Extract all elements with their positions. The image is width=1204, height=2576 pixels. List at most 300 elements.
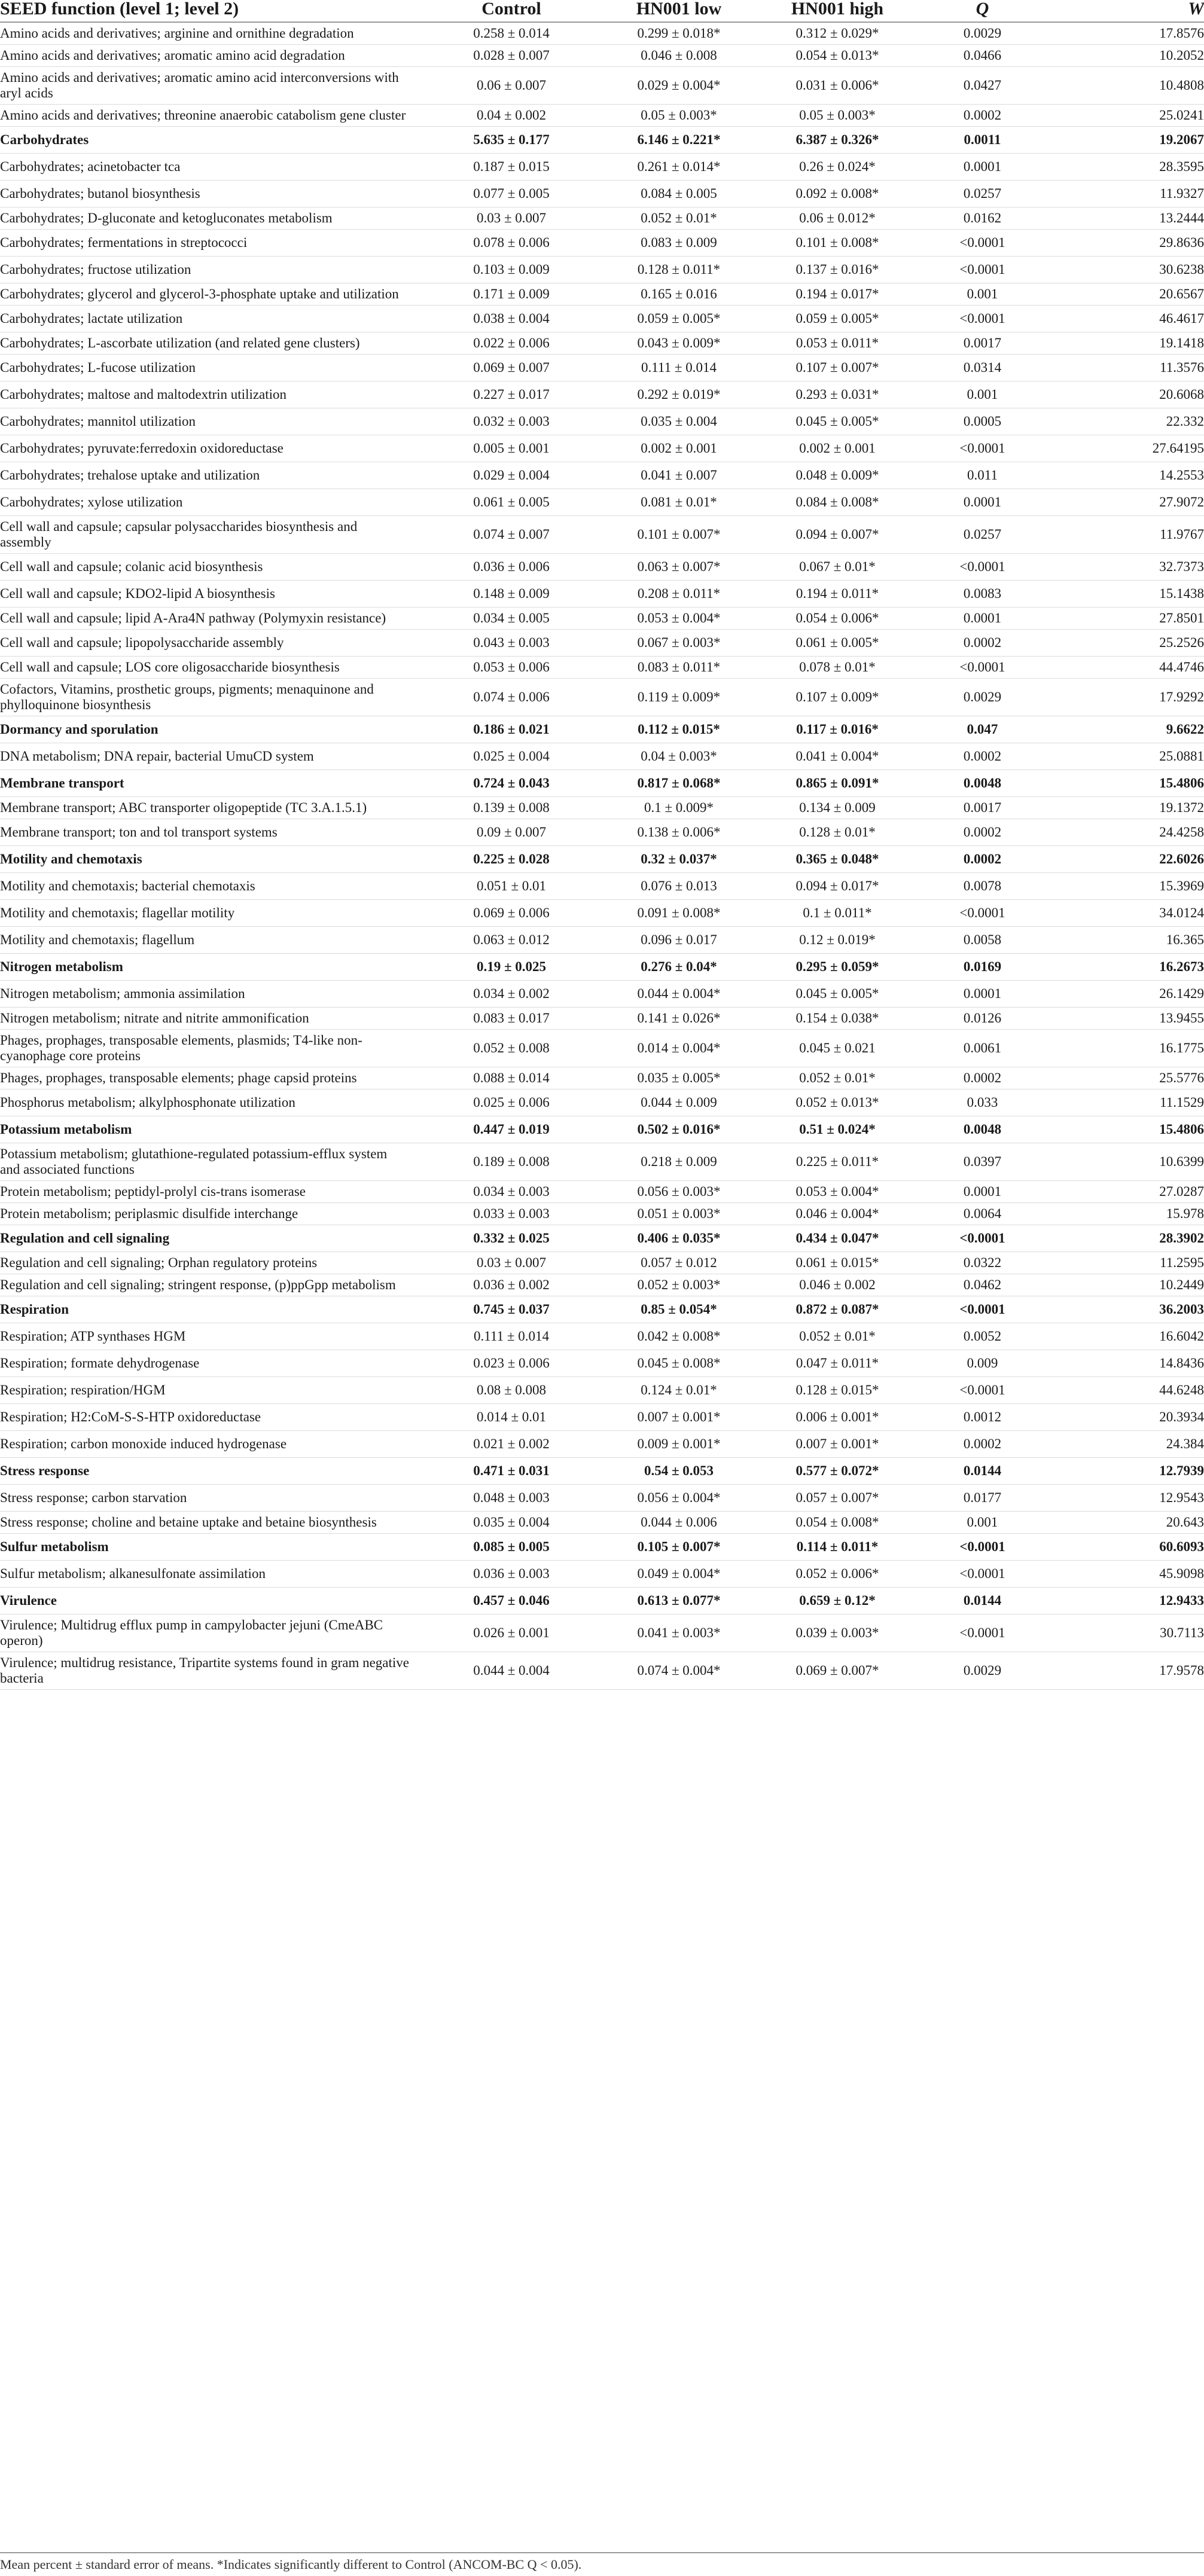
cell-function: Protein metabolism; peptidyl-prolyl cis-trans isomerase	[0, 1181, 422, 1203]
cell-hn001-high: 0.084 ± 0.008*	[757, 489, 918, 516]
cell-control: 0.724 ± 0.043	[422, 770, 601, 797]
cell-function: Carbohydrates; trehalose uptake and utilization	[0, 462, 422, 489]
cell-control: 0.069 ± 0.006	[422, 900, 601, 927]
cell-function: Potassium metabolism	[0, 1116, 422, 1143]
cell-control: 0.085 ± 0.005	[422, 1534, 601, 1561]
cell-control: 0.04 ± 0.002	[422, 105, 601, 127]
cell-hn001-low: 0.056 ± 0.003*	[601, 1181, 757, 1203]
cell-hn001-low: 0.053 ± 0.004*	[601, 608, 757, 630]
cell-q: 0.0322	[918, 1252, 1047, 1274]
cell-q: <0.0001	[918, 900, 1047, 927]
cell-hn001-high: 0.659 ± 0.12*	[757, 1588, 918, 1614]
cell-q: 0.0005	[918, 408, 1047, 435]
table-row	[0, 1614, 1204, 1652]
cell-hn001-low: 0.059 ± 0.005*	[601, 306, 757, 332]
cell-hn001-high: 0.137 ± 0.016*	[757, 257, 918, 283]
cell-w: 27.64195	[1047, 435, 1204, 462]
cell-hn001-high: 0.052 ± 0.01*	[757, 1067, 918, 1089]
cell-hn001-high: 0.865 ± 0.091*	[757, 770, 918, 797]
cell-q: <0.0001	[918, 657, 1047, 679]
cell-control: 0.06 ± 0.007	[422, 67, 601, 105]
cell-control: 0.258 ± 0.014	[422, 22, 601, 45]
cell-control: 0.026 ± 0.001	[422, 1614, 601, 1652]
cell-hn001-low: 0.084 ± 0.005	[601, 181, 757, 207]
cell-hn001-high: 0.002 ± 0.001	[757, 435, 918, 462]
cell-hn001-low: 0.817 ± 0.068*	[601, 770, 757, 797]
cell-control: 0.077 ± 0.005	[422, 181, 601, 207]
cell-hn001-low: 0.124 ± 0.01*	[601, 1377, 757, 1404]
cell-hn001-low: 0.04 ± 0.003*	[601, 743, 757, 770]
table-row	[0, 657, 1204, 679]
cell-q: 0.0078	[918, 873, 1047, 900]
header-hn001-high: HN001 high	[757, 0, 918, 22]
cell-function: Amino acids and derivatives; aromatic amino acid interconversions with aryl acids	[0, 67, 422, 105]
cell-function: Carbohydrates; lactate utilization	[0, 306, 422, 332]
cell-q: 0.0017	[918, 797, 1047, 819]
cell-w: 9.6622	[1047, 716, 1204, 743]
cell-w: 13.2444	[1047, 207, 1204, 230]
cell-hn001-low: 0.083 ± 0.011*	[601, 657, 757, 679]
cell-q: 0.0083	[918, 581, 1047, 608]
table-row	[0, 1534, 1204, 1561]
cell-q: 0.033	[918, 1089, 1047, 1116]
table-row	[0, 1089, 1204, 1116]
cell-hn001-high: 0.053 ± 0.004*	[757, 1181, 918, 1203]
cell-hn001-high: 0.114 ± 0.011*	[757, 1534, 918, 1561]
cell-q: <0.0001	[918, 1561, 1047, 1588]
cell-function: Carbohydrates; pyruvate:ferredoxin oxidoreductase	[0, 435, 422, 462]
cell-function: Amino acids and derivatives; threonine anaerobic catabolism gene cluster	[0, 105, 422, 127]
table-row	[0, 1485, 1204, 1512]
cell-hn001-low: 0.035 ± 0.005*	[601, 1067, 757, 1089]
cell-hn001-low: 0.292 ± 0.019*	[601, 381, 757, 408]
cell-control: 0.036 ± 0.002	[422, 1274, 601, 1296]
cell-function: Nitrogen metabolism; nitrate and nitrite ammonification	[0, 1008, 422, 1030]
cell-function: Carbohydrates	[0, 127, 422, 154]
cell-q: 0.0011	[918, 127, 1047, 154]
cell-hn001-high: 0.295 ± 0.059*	[757, 954, 918, 981]
cell-function: Cofactors, Vitamins, prosthetic groups, pigments; menaquinone and phylloquinone biosynthesis	[0, 679, 422, 716]
cell-w: 16.365	[1047, 927, 1204, 954]
cell-control: 0.171 ± 0.009	[422, 283, 601, 306]
cell-hn001-high: 0.048 ± 0.009*	[757, 462, 918, 489]
cell-hn001-low: 0.009 ± 0.001*	[601, 1431, 757, 1458]
cell-q: 0.0466	[918, 45, 1047, 67]
cell-hn001-high: 0.052 ± 0.01*	[757, 1323, 918, 1350]
cell-hn001-high: 0.078 ± 0.01*	[757, 657, 918, 679]
cell-q: <0.0001	[918, 1296, 1047, 1323]
cell-hn001-low: 0.056 ± 0.004*	[601, 1485, 757, 1512]
cell-function: Amino acids and derivatives; arginine and ornithine degradation	[0, 22, 422, 45]
cell-hn001-high: 0.117 ± 0.016*	[757, 716, 918, 743]
cell-hn001-low: 0.85 ± 0.054*	[601, 1296, 757, 1323]
cell-hn001-low: 0.128 ± 0.011*	[601, 257, 757, 283]
cell-hn001-high: 0.045 ± 0.021	[757, 1030, 918, 1067]
table-row	[0, 1067, 1204, 1089]
cell-function: Regulation and cell signaling; Orphan regulatory proteins	[0, 1252, 422, 1274]
cell-hn001-low: 0.083 ± 0.009	[601, 230, 757, 257]
table-row	[0, 1350, 1204, 1377]
table-body	[0, 22, 1204, 1690]
cell-function: Carbohydrates; acinetobacter tca	[0, 154, 422, 181]
cell-q: 0.0427	[918, 67, 1047, 105]
cell-hn001-high: 0.059 ± 0.005*	[757, 306, 918, 332]
cell-q: <0.0001	[918, 1614, 1047, 1652]
cell-control: 0.044 ± 0.004	[422, 1652, 601, 1690]
cell-q: 0.0048	[918, 1116, 1047, 1143]
cell-hn001-low: 0.613 ± 0.077*	[601, 1588, 757, 1614]
cell-function: Cell wall and capsule; KDO2-lipid A biosynthesis	[0, 581, 422, 608]
cell-control: 0.332 ± 0.025	[422, 1225, 601, 1252]
cell-w: 15.978	[1047, 1203, 1204, 1225]
cell-hn001-low: 0.261 ± 0.014*	[601, 154, 757, 181]
cell-w: 10.2052	[1047, 45, 1204, 67]
cell-control: 0.051 ± 0.01	[422, 873, 601, 900]
cell-hn001-low: 0.057 ± 0.012	[601, 1252, 757, 1274]
cell-hn001-high: 0.046 ± 0.002	[757, 1274, 918, 1296]
cell-hn001-high: 0.26 ± 0.024*	[757, 154, 918, 181]
cell-w: 10.4808	[1047, 67, 1204, 105]
table-row	[0, 283, 1204, 306]
cell-q: 0.0144	[918, 1458, 1047, 1485]
table-row	[0, 1203, 1204, 1225]
cell-hn001-high: 0.061 ± 0.015*	[757, 1252, 918, 1274]
cell-hn001-high: 0.194 ± 0.017*	[757, 283, 918, 306]
cell-w: 27.8501	[1047, 608, 1204, 630]
cell-w: 44.6248	[1047, 1377, 1204, 1404]
cell-w: 25.5776	[1047, 1067, 1204, 1089]
cell-control: 0.053 ± 0.006	[422, 657, 601, 679]
cell-w: 11.2595	[1047, 1252, 1204, 1274]
cell-hn001-high: 0.052 ± 0.013*	[757, 1089, 918, 1116]
cell-q: 0.0029	[918, 22, 1047, 45]
cell-function: Protein metabolism; periplasmic disulfide interchange	[0, 1203, 422, 1225]
cell-control: 0.023 ± 0.006	[422, 1350, 601, 1377]
cell-hn001-high: 0.067 ± 0.01*	[757, 554, 918, 581]
cell-w: 20.6567	[1047, 283, 1204, 306]
cell-q: 0.001	[918, 283, 1047, 306]
cell-q: 0.0001	[918, 981, 1047, 1008]
table-row	[0, 770, 1204, 797]
cell-q: <0.0001	[918, 230, 1047, 257]
cell-hn001-high: 0.872 ± 0.087*	[757, 1296, 918, 1323]
cell-hn001-low: 0.044 ± 0.006	[601, 1512, 757, 1534]
table-row	[0, 981, 1204, 1008]
cell-function: Motility and chemotaxis; bacterial chemotaxis	[0, 873, 422, 900]
cell-hn001-low: 0.042 ± 0.008*	[601, 1323, 757, 1350]
cell-hn001-low: 0.502 ± 0.016*	[601, 1116, 757, 1143]
cell-function: Nitrogen metabolism; ammonia assimilation	[0, 981, 422, 1008]
cell-function: Regulation and cell signaling; stringent response, (p)ppGpp metabolism	[0, 1274, 422, 1296]
cell-hn001-high: 0.434 ± 0.047*	[757, 1225, 918, 1252]
table-row	[0, 954, 1204, 981]
cell-control: 0.471 ± 0.031	[422, 1458, 601, 1485]
cell-control: 0.447 ± 0.019	[422, 1116, 601, 1143]
table-row	[0, 1143, 1204, 1181]
cell-w: 19.1372	[1047, 797, 1204, 819]
cell-w: 25.2526	[1047, 630, 1204, 657]
cell-hn001-high: 0.054 ± 0.008*	[757, 1512, 918, 1534]
cell-control: 0.088 ± 0.014	[422, 1067, 601, 1089]
table-row	[0, 630, 1204, 657]
cell-w: 10.2449	[1047, 1274, 1204, 1296]
table-row	[0, 927, 1204, 954]
cell-control: 0.189 ± 0.008	[422, 1143, 601, 1181]
cell-hn001-low: 0.406 ± 0.035*	[601, 1225, 757, 1252]
table-row	[0, 489, 1204, 516]
cell-function: Sulfur metabolism	[0, 1534, 422, 1561]
cell-control: 0.186 ± 0.021	[422, 716, 601, 743]
table-row	[0, 1116, 1204, 1143]
cell-function: Respiration; respiration/HGM	[0, 1377, 422, 1404]
table-row	[0, 257, 1204, 283]
cell-hn001-low: 0.063 ± 0.007*	[601, 554, 757, 581]
cell-control: 0.225 ± 0.028	[422, 846, 601, 873]
cell-q: 0.0052	[918, 1323, 1047, 1350]
table-row	[0, 716, 1204, 743]
cell-function: Virulence; multidrug resistance, Tripartite systems found in gram negative bacteria	[0, 1652, 422, 1690]
cell-hn001-low: 0.32 ± 0.037*	[601, 846, 757, 873]
cell-w: 28.3902	[1047, 1225, 1204, 1252]
cell-control: 0.036 ± 0.006	[422, 554, 601, 581]
cell-w: 15.3969	[1047, 873, 1204, 900]
cell-w: 32.7373	[1047, 554, 1204, 581]
cell-hn001-low: 0.007 ± 0.001*	[601, 1404, 757, 1431]
cell-w: 17.9292	[1047, 679, 1204, 716]
cell-control: 0.052 ± 0.008	[422, 1030, 601, 1067]
cell-hn001-high: 0.039 ± 0.003*	[757, 1614, 918, 1652]
cell-hn001-high: 0.293 ± 0.031*	[757, 381, 918, 408]
cell-hn001-high: 0.041 ± 0.004*	[757, 743, 918, 770]
cell-hn001-low: 0.101 ± 0.007*	[601, 516, 757, 554]
table-row	[0, 1512, 1204, 1534]
cell-control: 0.025 ± 0.004	[422, 743, 601, 770]
cell-control: 0.036 ± 0.003	[422, 1561, 601, 1588]
table-row	[0, 1323, 1204, 1350]
cell-w: 44.4746	[1047, 657, 1204, 679]
cell-function: Motility and chemotaxis; flagellar motility	[0, 900, 422, 927]
cell-w: 20.6068	[1047, 381, 1204, 408]
cell-control: 0.063 ± 0.012	[422, 927, 601, 954]
cell-q: 0.0048	[918, 770, 1047, 797]
cell-control: 0.745 ± 0.037	[422, 1296, 601, 1323]
cell-hn001-low: 0.299 ± 0.018*	[601, 22, 757, 45]
header-seed-function: SEED function (level 1; level 2)	[0, 0, 422, 22]
cell-hn001-low: 0.1 ± 0.009*	[601, 797, 757, 819]
cell-function: Cell wall and capsule; capsular polysaccharides biosynthesis and assembly	[0, 516, 422, 554]
cell-hn001-low: 0.111 ± 0.014	[601, 355, 757, 381]
cell-control: 0.034 ± 0.005	[422, 608, 601, 630]
cell-w: 20.643	[1047, 1512, 1204, 1534]
cell-hn001-low: 0.096 ± 0.017	[601, 927, 757, 954]
cell-function: Carbohydrates; L-fucose utilization	[0, 355, 422, 381]
cell-w: 16.6042	[1047, 1323, 1204, 1350]
cell-hn001-high: 0.092 ± 0.008*	[757, 181, 918, 207]
header-q: Q	[918, 0, 1047, 22]
cell-control: 0.19 ± 0.025	[422, 954, 601, 981]
cell-w: 15.4806	[1047, 770, 1204, 797]
cell-control: 0.187 ± 0.015	[422, 154, 601, 181]
header-row	[0, 0, 1204, 22]
cell-q: 0.0002	[918, 105, 1047, 127]
cell-q: 0.0177	[918, 1485, 1047, 1512]
table-row	[0, 181, 1204, 207]
cell-hn001-high: 0.12 ± 0.019*	[757, 927, 918, 954]
cell-w: 14.8436	[1047, 1350, 1204, 1377]
cell-hn001-low: 0.051 ± 0.003*	[601, 1203, 757, 1225]
cell-function: Dormancy and sporulation	[0, 716, 422, 743]
cell-hn001-high: 0.577 ± 0.072*	[757, 1458, 918, 1485]
cell-hn001-high: 0.51 ± 0.024*	[757, 1116, 918, 1143]
cell-q: 0.047	[918, 716, 1047, 743]
cell-hn001-low: 0.046 ± 0.008	[601, 45, 757, 67]
cell-function: Carbohydrates; fructose utilization	[0, 257, 422, 283]
cell-w: 15.1438	[1047, 581, 1204, 608]
cell-hn001-high: 0.045 ± 0.005*	[757, 981, 918, 1008]
table-row	[0, 1225, 1204, 1252]
table-row	[0, 1181, 1204, 1203]
cell-control: 0.029 ± 0.004	[422, 462, 601, 489]
table-row	[0, 516, 1204, 554]
table-row	[0, 408, 1204, 435]
table-row	[0, 1561, 1204, 1588]
cell-hn001-high: 0.006 ± 0.001*	[757, 1404, 918, 1431]
cell-hn001-low: 0.035 ± 0.004	[601, 408, 757, 435]
table-row	[0, 873, 1204, 900]
table-row	[0, 22, 1204, 45]
table-row	[0, 1296, 1204, 1323]
cell-w: 17.8576	[1047, 22, 1204, 45]
cell-function: Membrane transport	[0, 770, 422, 797]
cell-q: 0.0169	[918, 954, 1047, 981]
cell-hn001-high: 6.387 ± 0.326*	[757, 127, 918, 154]
cell-hn001-high: 0.054 ± 0.006*	[757, 608, 918, 630]
table-row	[0, 105, 1204, 127]
cell-hn001-low: 0.041 ± 0.003*	[601, 1614, 757, 1652]
cell-w: 46.4617	[1047, 306, 1204, 332]
table-row	[0, 1588, 1204, 1614]
cell-q: 0.0012	[918, 1404, 1047, 1431]
table-row	[0, 608, 1204, 630]
cell-w: 28.3595	[1047, 154, 1204, 181]
cell-hn001-high: 0.053 ± 0.011*	[757, 332, 918, 355]
cell-hn001-low: 0.052 ± 0.01*	[601, 207, 757, 230]
cell-hn001-high: 0.134 ± 0.009	[757, 797, 918, 819]
cell-function: Phages, prophages, transposable elements; phage capsid proteins	[0, 1067, 422, 1089]
cell-q: <0.0001	[918, 1377, 1047, 1404]
cell-control: 0.033 ± 0.003	[422, 1203, 601, 1225]
cell-w: 22.332	[1047, 408, 1204, 435]
cell-control: 0.083 ± 0.017	[422, 1008, 601, 1030]
cell-w: 12.9543	[1047, 1485, 1204, 1512]
cell-q: <0.0001	[918, 554, 1047, 581]
cell-hn001-low: 0.002 ± 0.001	[601, 435, 757, 462]
table-row	[0, 1030, 1204, 1067]
cell-control: 0.148 ± 0.009	[422, 581, 601, 608]
cell-hn001-high: 0.054 ± 0.013*	[757, 45, 918, 67]
cell-hn001-high: 0.194 ± 0.011*	[757, 581, 918, 608]
cell-control: 0.035 ± 0.004	[422, 1512, 601, 1534]
cell-control: 0.034 ± 0.002	[422, 981, 601, 1008]
table-row	[0, 332, 1204, 355]
cell-q: 0.0002	[918, 630, 1047, 657]
cell-w: 26.1429	[1047, 981, 1204, 1008]
cell-q: 0.0162	[918, 207, 1047, 230]
cell-function: Stress response	[0, 1458, 422, 1485]
cell-q: 0.0002	[918, 846, 1047, 873]
cell-hn001-high: 0.101 ± 0.008*	[757, 230, 918, 257]
table-row	[0, 1652, 1204, 1690]
cell-function: Regulation and cell signaling	[0, 1225, 422, 1252]
cell-hn001-low: 0.045 ± 0.008*	[601, 1350, 757, 1377]
table-row	[0, 743, 1204, 770]
cell-hn001-low: 0.105 ± 0.007*	[601, 1534, 757, 1561]
cell-function: Phosphorus metabolism; alkylphosphonate utilization	[0, 1089, 422, 1116]
table-footnote: Mean percent ± standard error of means. *Indicates significantly different to Control (ANCOM-BC Q < 0.05).	[0, 2552, 1204, 2572]
cell-w: 10.6399	[1047, 1143, 1204, 1181]
cell-function: Respiration	[0, 1296, 422, 1323]
cell-hn001-high: 0.128 ± 0.015*	[757, 1377, 918, 1404]
cell-function: Respiration; H2:CoM-S-S-HTP oxidoreductase	[0, 1404, 422, 1431]
table-row	[0, 154, 1204, 181]
cell-w: 25.0881	[1047, 743, 1204, 770]
table-row	[0, 797, 1204, 819]
cell-w: 20.3934	[1047, 1404, 1204, 1431]
table-row	[0, 1404, 1204, 1431]
cell-q: 0.0002	[918, 1431, 1047, 1458]
cell-function: Virulence; Multidrug efflux pump in campylobacter jejuni (CmeABC operon)	[0, 1614, 422, 1652]
header-w: W	[1047, 0, 1204, 22]
cell-control: 0.227 ± 0.017	[422, 381, 601, 408]
cell-w: 12.7939	[1047, 1458, 1204, 1485]
table-row	[0, 462, 1204, 489]
cell-w: 36.2003	[1047, 1296, 1204, 1323]
cell-q: 0.0061	[918, 1030, 1047, 1067]
cell-hn001-low: 0.076 ± 0.013	[601, 873, 757, 900]
table-row	[0, 127, 1204, 154]
cell-function: Carbohydrates; fermentations in streptococci	[0, 230, 422, 257]
cell-control: 0.034 ± 0.003	[422, 1181, 601, 1203]
cell-control: 0.022 ± 0.006	[422, 332, 601, 355]
cell-control: 0.111 ± 0.014	[422, 1323, 601, 1350]
cell-control: 0.069 ± 0.007	[422, 355, 601, 381]
cell-q: 0.0314	[918, 355, 1047, 381]
table-row	[0, 1274, 1204, 1296]
cell-q: 0.0064	[918, 1203, 1047, 1225]
cell-q: 0.001	[918, 1512, 1047, 1534]
cell-control: 0.457 ± 0.046	[422, 1588, 601, 1614]
cell-control: 0.139 ± 0.008	[422, 797, 601, 819]
cell-hn001-high: 0.052 ± 0.006*	[757, 1561, 918, 1588]
cell-w: 19.1418	[1047, 332, 1204, 355]
cell-function: Carbohydrates; D-gluconate and ketogluconates metabolism	[0, 207, 422, 230]
cell-hn001-high: 0.1 ± 0.011*	[757, 900, 918, 927]
cell-w: 60.6093	[1047, 1534, 1204, 1561]
cell-w: 19.2067	[1047, 127, 1204, 154]
cell-q: 0.0257	[918, 516, 1047, 554]
cell-control: 0.074 ± 0.006	[422, 679, 601, 716]
header-control: Control	[422, 0, 601, 22]
table-row	[0, 381, 1204, 408]
cell-w: 11.9767	[1047, 516, 1204, 554]
cell-q: 0.0001	[918, 489, 1047, 516]
cell-function: Carbohydrates; mannitol utilization	[0, 408, 422, 435]
cell-w: 24.4258	[1047, 819, 1204, 846]
cell-w: 45.9098	[1047, 1561, 1204, 1588]
cell-hn001-high: 0.057 ± 0.007*	[757, 1485, 918, 1512]
cell-w: 27.0287	[1047, 1181, 1204, 1203]
cell-q: 0.0017	[918, 332, 1047, 355]
